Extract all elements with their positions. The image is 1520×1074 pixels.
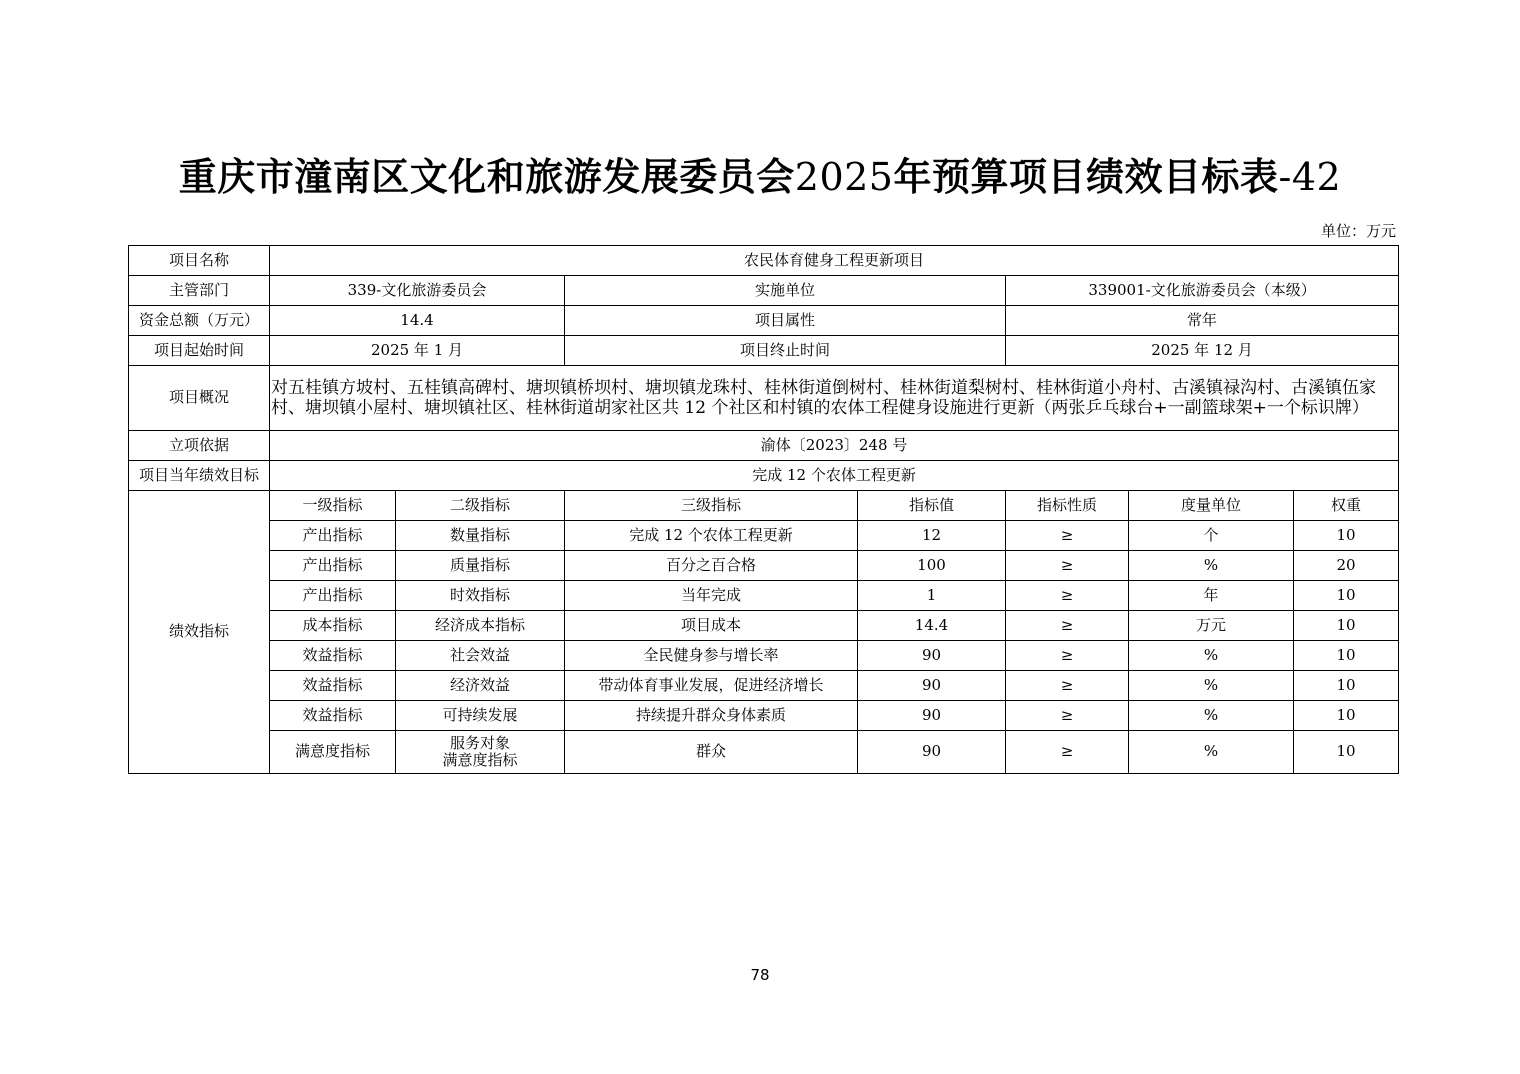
row-funds <box>129 306 1399 336</box>
nature-cell: ≥ <box>1006 731 1129 774</box>
impl-label: 实施单位 <box>565 276 1006 306</box>
value-cell: 90 <box>858 731 1006 774</box>
overview-value: 对五桂镇方坡村、五桂镇高碑村、塘坝镇桥坝村、塘坝镇龙珠村、桂林街道倒树村、桂林街道梨树村、桂林街道小舟村、古溪镇禄沟村、古溪镇伍家村、塘坝镇小屋村、塘坝镇社区、桂林街道胡家社区共 12 个社区和村镇的农体工程健身设施进行更新（两张乒乓球台+一副篮球架+一个标识牌） <box>270 366 1399 431</box>
table-row <box>129 641 1399 671</box>
funds-value: 14.4 <box>270 306 565 336</box>
start-value: 2025 年 1 月 <box>270 336 565 366</box>
header-cell: 指标值 <box>858 491 1006 521</box>
row-dates <box>129 336 1399 366</box>
weight-cell: 10 <box>1294 731 1399 774</box>
row-dept <box>129 276 1399 306</box>
header-cell: 权重 <box>1294 491 1399 521</box>
header-cell: 二级指标 <box>396 491 565 521</box>
start-label: 项目起始时间 <box>129 336 270 366</box>
title-year: 2025 <box>794 155 894 199</box>
unit-cell: 个 <box>1129 521 1294 551</box>
page-title <box>0 146 1520 201</box>
goal-value: 完成 12 个农体工程更新 <box>270 461 1399 491</box>
nature-cell: ≥ <box>1006 521 1129 551</box>
project-name-value: 农民体育健身工程更新项目 <box>270 246 1399 276</box>
level3-cell: 持续提升群众身体素质 <box>565 701 858 731</box>
weight-cell: 10 <box>1294 701 1399 731</box>
title-part1: 重庆市潼南区文化和旅游发展委员会 <box>178 154 795 199</box>
row-basis <box>129 431 1399 461</box>
level2-line2: 满意度指标 <box>442 751 518 769</box>
level1-cell: 产出指标 <box>270 521 396 551</box>
level2-line1: 服务对象 <box>449 733 510 752</box>
table-row <box>129 611 1399 641</box>
basis-label: 立项依据 <box>129 431 270 461</box>
level3-cell: 群众 <box>565 731 858 774</box>
value-cell: 1 <box>858 581 1006 611</box>
level2-cell <box>396 731 565 774</box>
overview-label: 项目概况 <box>129 366 270 431</box>
unit-cell: % <box>1129 701 1294 731</box>
level1-cell: 满意度指标 <box>270 731 396 774</box>
value-cell: 14.4 <box>858 611 1006 641</box>
level3-cell: 完成 12 个农体工程更新 <box>565 521 858 551</box>
value-cell: 90 <box>858 641 1006 671</box>
level1-cell: 效益指标 <box>270 671 396 701</box>
table-row <box>129 521 1399 551</box>
perf-section-label: 绩效指标 <box>129 491 270 774</box>
level2-cell: 时效指标 <box>396 581 565 611</box>
level2-cell: 数量指标 <box>396 521 565 551</box>
header-cell: 指标性质 <box>1006 491 1129 521</box>
goal-label: 项目当年绩效目标 <box>129 461 270 491</box>
value-cell: 100 <box>858 551 1006 581</box>
header-cell: 一级指标 <box>270 491 396 521</box>
unit-cell: 万元 <box>1129 611 1294 641</box>
row-perf-header <box>129 491 1399 521</box>
row-goal <box>129 461 1399 491</box>
level3-cell: 百分之百合格 <box>565 551 858 581</box>
funds-label: 资金总额（万元） <box>129 306 270 336</box>
end-label: 项目终止时间 <box>565 336 1006 366</box>
nature-cell: ≥ <box>1006 671 1129 701</box>
row-project-name <box>129 246 1399 276</box>
header-cell: 三级指标 <box>565 491 858 521</box>
attr-value: 常年 <box>1006 306 1399 336</box>
level2-cell: 可持续发展 <box>396 701 565 731</box>
dept-label: 主管部门 <box>129 276 270 306</box>
impl-value: 339001-文化旅游委员会（本级） <box>1006 276 1399 306</box>
unit-cell: % <box>1129 641 1294 671</box>
nature-cell: ≥ <box>1006 641 1129 671</box>
title-part2: 年预算项目绩效目标表 <box>893 154 1279 199</box>
level2-cell: 质量指标 <box>396 551 565 581</box>
level3-cell: 全民健身参与增长率 <box>565 641 858 671</box>
basis-value: 渝体〔2023〕248 号 <box>270 431 1399 461</box>
header-cell: 度量单位 <box>1129 491 1294 521</box>
weight-cell: 10 <box>1294 671 1399 701</box>
level2-cell: 经济效益 <box>396 671 565 701</box>
value-cell: 90 <box>858 671 1006 701</box>
weight-cell: 10 <box>1294 521 1399 551</box>
project-name-label: 项目名称 <box>129 246 270 276</box>
table-row <box>129 581 1399 611</box>
unit-cell: 年 <box>1129 581 1294 611</box>
level2-cell: 社会效益 <box>396 641 565 671</box>
value-cell: 12 <box>858 521 1006 551</box>
attr-label: 项目属性 <box>565 306 1006 336</box>
level3-cell: 带动体育事业发展，促进经济增长 <box>565 671 858 701</box>
table-row <box>129 731 1399 774</box>
performance-table <box>128 245 1399 774</box>
value-cell: 90 <box>858 701 1006 731</box>
weight-cell: 10 <box>1294 611 1399 641</box>
level1-cell: 产出指标 <box>270 581 396 611</box>
row-overview <box>129 366 1399 431</box>
level1-cell: 产出指标 <box>270 551 396 581</box>
table-row <box>129 671 1399 701</box>
weight-cell: 10 <box>1294 581 1399 611</box>
unit-cell: % <box>1129 551 1294 581</box>
nature-cell: ≥ <box>1006 701 1129 731</box>
weight-cell: 20 <box>1294 551 1399 581</box>
nature-cell: ≥ <box>1006 551 1129 581</box>
end-value: 2025 年 12 月 <box>1006 336 1399 366</box>
title-suffix: -42 <box>1278 155 1342 199</box>
level3-cell: 当年完成 <box>565 581 858 611</box>
level2-cell: 经济成本指标 <box>396 611 565 641</box>
weight-cell: 10 <box>1294 641 1399 671</box>
dept-value: 339-文化旅游委员会 <box>270 276 565 306</box>
unit-cell: % <box>1129 671 1294 701</box>
level1-cell: 效益指标 <box>270 701 396 731</box>
unit-note: 单位：万元 <box>1320 222 1396 240</box>
unit-cell: % <box>1129 731 1294 774</box>
level1-cell: 效益指标 <box>270 641 396 671</box>
table-row <box>129 551 1399 581</box>
nature-cell: ≥ <box>1006 611 1129 641</box>
table-row <box>129 701 1399 731</box>
level1-cell: 成本指标 <box>270 611 396 641</box>
level3-cell: 项目成本 <box>565 611 858 641</box>
nature-cell: ≥ <box>1006 581 1129 611</box>
page-number: 78 <box>750 966 770 984</box>
